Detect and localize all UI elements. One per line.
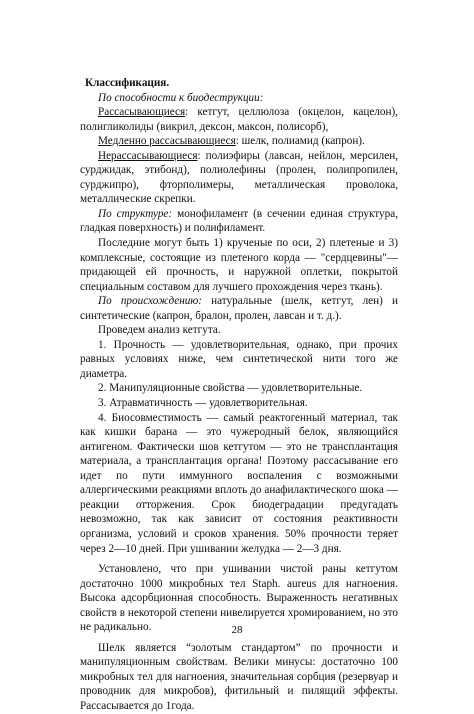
structure-label: По структуре:	[98, 207, 173, 220]
structure-paragraph	[80, 207, 398, 236]
absorbable-text: : кетгут, целлюлоза (окцелон, кацелон), полигликолиды (викрил, дексон, максон, полисорб),	[80, 106, 398, 133]
silk-paragraph: Шелк является “золотым стандартом” по прочности и манипуляционным свойствам. Велики минусы: достаточно 100 микробных тел для нагноения, значительная сорбция (резервуар и проводник для микробов), фитильный и пилящий эффекты. Рассасывается до 1года.	[80, 641, 398, 712]
catgut-infection-paragraph: Установлено, что при ушивании чистой раны кетгутом достаточно 1000 микробных тел Staph. aureus для нагноения. Высока адсорбционная способность. Выраженность негативных свойств в некоторой степени нивелируется хромированием, но это не радикально.	[80, 563, 398, 634]
document-page	[80, 76, 398, 714]
polyfilament-paragraph: Последние могут быть 1) крученые по оси, 2) плетеные и 3) комплексные, состоящие из плетеного корда — "сердцевины"— придающей ей прочность, и наружной оплетки, покрытой специальным составом для лучшего прохождения через ткань).	[80, 237, 398, 293]
section-heading: Классификация.	[85, 77, 170, 89]
slow-absorbable-paragraph	[80, 134, 398, 149]
nonabsorbable-text: : полиэфиры (лавсан, нейлон, мерсилен, сурджидак, этибонд), полиолефины (пролен, полипропилен, сурджипро), фторполимеры, металлическая проволока, металлические скрепки.	[80, 149, 398, 206]
analysis-item-atraumatic: 3. Атравматичность — удовлетворительная.	[98, 397, 308, 410]
origin-text: натуральные (шелк, кетгут, лен) и синтетические (капрон, бралон, пролен, лавсан и т. д.).	[80, 295, 399, 322]
analysis-item-biocompatibility: 4. Биосовместимость — самый реактогенный материал, так как кишки барана — это чужеродный белок, являющийся антигеном. Фактически шов кетгутом — это не трансплантация материала, а трансплантация органа! Поэтому рассасывание его идет по пути иммунного воспаления с возможными аллергическими реакциями вплоть до анафилактического шока — реакции отторжения. Срок биодеградации предугадать невозможно, так как зависит от состояния реактивности организма, условий и сроков хранения. 50% прочности теряет через 2—10 дней. При ушивании желудка — 2—3 дня.	[80, 411, 398, 555]
absorbable-paragraph	[80, 105, 398, 134]
page-number: 28	[231, 624, 243, 636]
biodestruction-intro: По способности к биодеструкции:	[98, 91, 264, 104]
analysis-item-strength: 1. Прочность — удовлетворительная, однако, при прочих равных условиях ниже, чем синтетической нити того же диаметра.	[80, 338, 398, 380]
structure-text: монофиламент (в сечении единая структура, гладкая поверхность) и полифиламент.	[80, 207, 399, 235]
absorbable-label: Рассасывающиеся	[98, 106, 186, 119]
nonabsorbable-paragraph	[80, 149, 398, 207]
origin-label: По происхождению:	[98, 295, 202, 308]
analysis-item-handling: 2. Манипуляционные свойства — удовлетворительные.	[98, 382, 363, 395]
nonabsorbable-label: Нерассасывающиеся	[98, 149, 198, 162]
analysis-intro: Проведем анализ кетгута.	[98, 324, 221, 337]
slow-absorbable-label: Медленно рассасывающиеся	[98, 135, 236, 148]
slow-absorbable-text: : шелк, полиамид (капрон).	[235, 135, 365, 148]
origin-paragraph	[80, 294, 398, 323]
